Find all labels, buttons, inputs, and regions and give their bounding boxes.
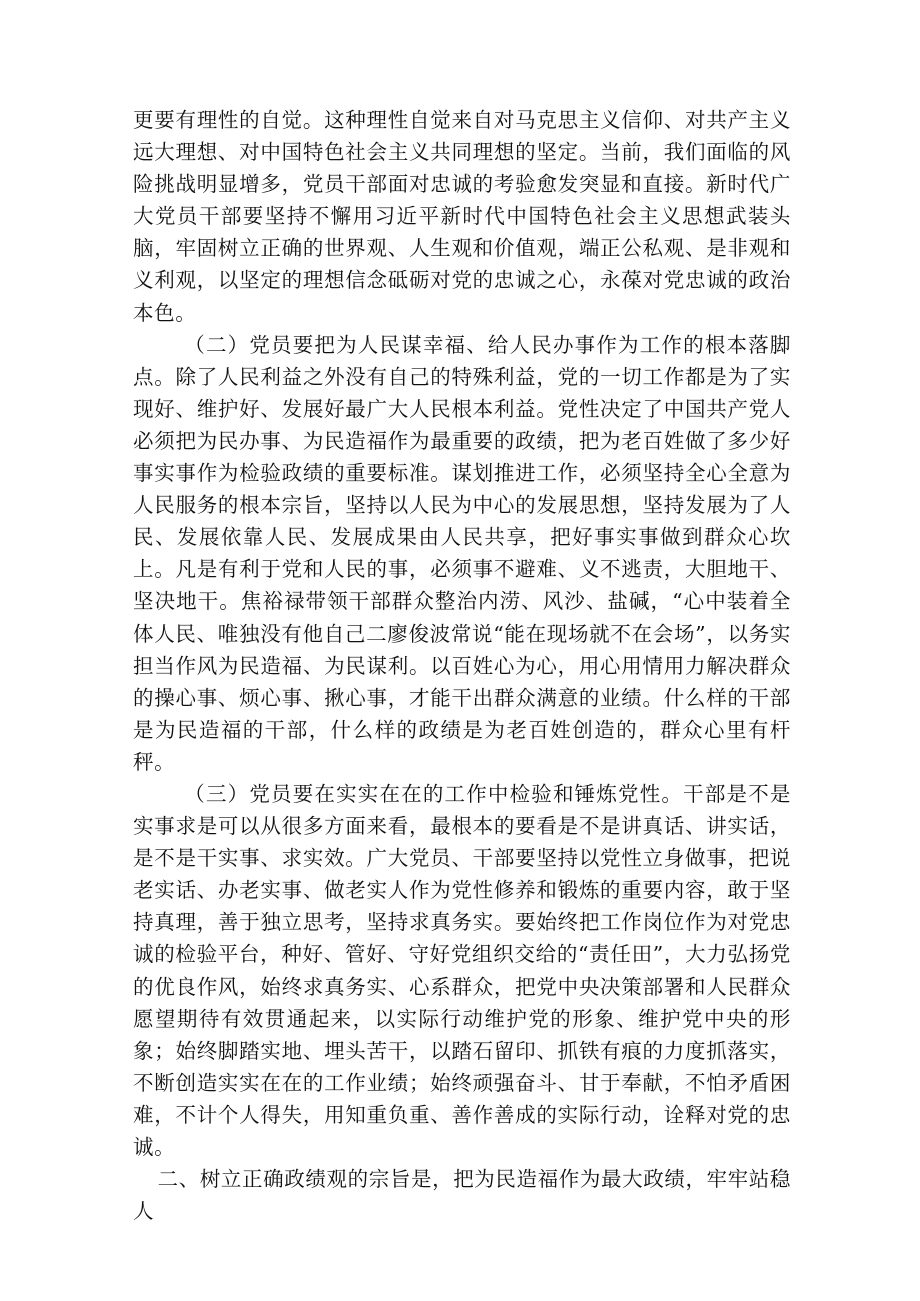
paragraph-heading-2: 二、树立正确政绩观的宗旨是，把为民造福作为最大政绩，牢牢站稳人 [133,1167,791,1224]
paragraph-section-3: （三）党员要在实实在在的工作中检验和锤炼党性。干部是不是实事求是可以从很多方面来看，最根本的要看是不是讲真话、讲实话，是不是干实事、求实效。广大党员、干部要坚持以党性立身做事，把说老实话、办老实事、做老实人作为党性修养和锻炼的重要内容，敢于坚持真理，善于独立思考，坚持求真务实。要始终把工作岗位作为对党忠诚的检验平台，种好、管好、守好党组织交给的“责任田”，大力弘扬党的优良作风，始终求真务实、心系群众，把党中央决策部署和人民群众愿望期待有效贯通起来，以实际行动维护党的形象、维护党中央的形象；始终脚踏实地、埋头苦干，以踏石留印、抓铁有痕的力度抓落实，不断创造实实在在的工作业绩；始终顽强奋斗、甘于奉献，不怕矛盾困难，不计个人得失，用知重负重、善作善成的实际行动，诠释对党的忠诚。 [133,781,791,1159]
paragraph-continuation: 更要有理性的自觉。这种理性自觉来自对马克思主义信仰、对共产主义远大理想、对中国特色社会主义共同理想的坚定。当前，我们面临的风险挑战明显增多，党员干部面对忠诚的考验愈发突显和直接。新时代广大党员干部要坚持不懈用习近平新时代中国特色社会主义思想武装头脑，牢固树立正确的世界观、人生观和价值观，端正公私观、是非观和义利观，以坚定的理想信念砥砺对党的忠诚之心，永葆对党忠诚的政治本色。 [133,108,791,325]
document-body [133,104,791,1227]
paragraph-section-2: （二）党员要把为人民谋幸福、给人民办事作为工作的根本落脚点。除了人民利益之外没有自己的特殊利益，党的一切工作都是为了实现好、维护好、发展好最广大人民根本利益。党性决定了中国共产党人必须把为民办事、为民造福作为最重要的政绩，把为老百姓做了多少好事实事作为检验政绩的重要标准。谋划推进工作，必须坚持全心全意为人民服务的根本宗旨，坚持以人民为中心的发展思想，坚持发展为了人民、发展依靠人民、发展成果由人民共享，把好事实事做到群众心坎上。凡是有利于党和人民的事，必须事不避难、义不逃责，大胆地干、坚决地干。焦裕禄带领干部群众整治内涝、风沙、盐碱，“心中装着全体人民、唯独没有他自己二廖俊波常说“能在现场就不在会场”，以务实担当作风为民造福、为民谋利。以百姓心为心，用心用情用力解决群众的操心事、烦心事、揪心事，才能干出群众满意的业绩。什么样的干部是为民造福的干部，什么样的政绩是为老百姓创造的，群众心里有杆秤。 [133,332,791,774]
